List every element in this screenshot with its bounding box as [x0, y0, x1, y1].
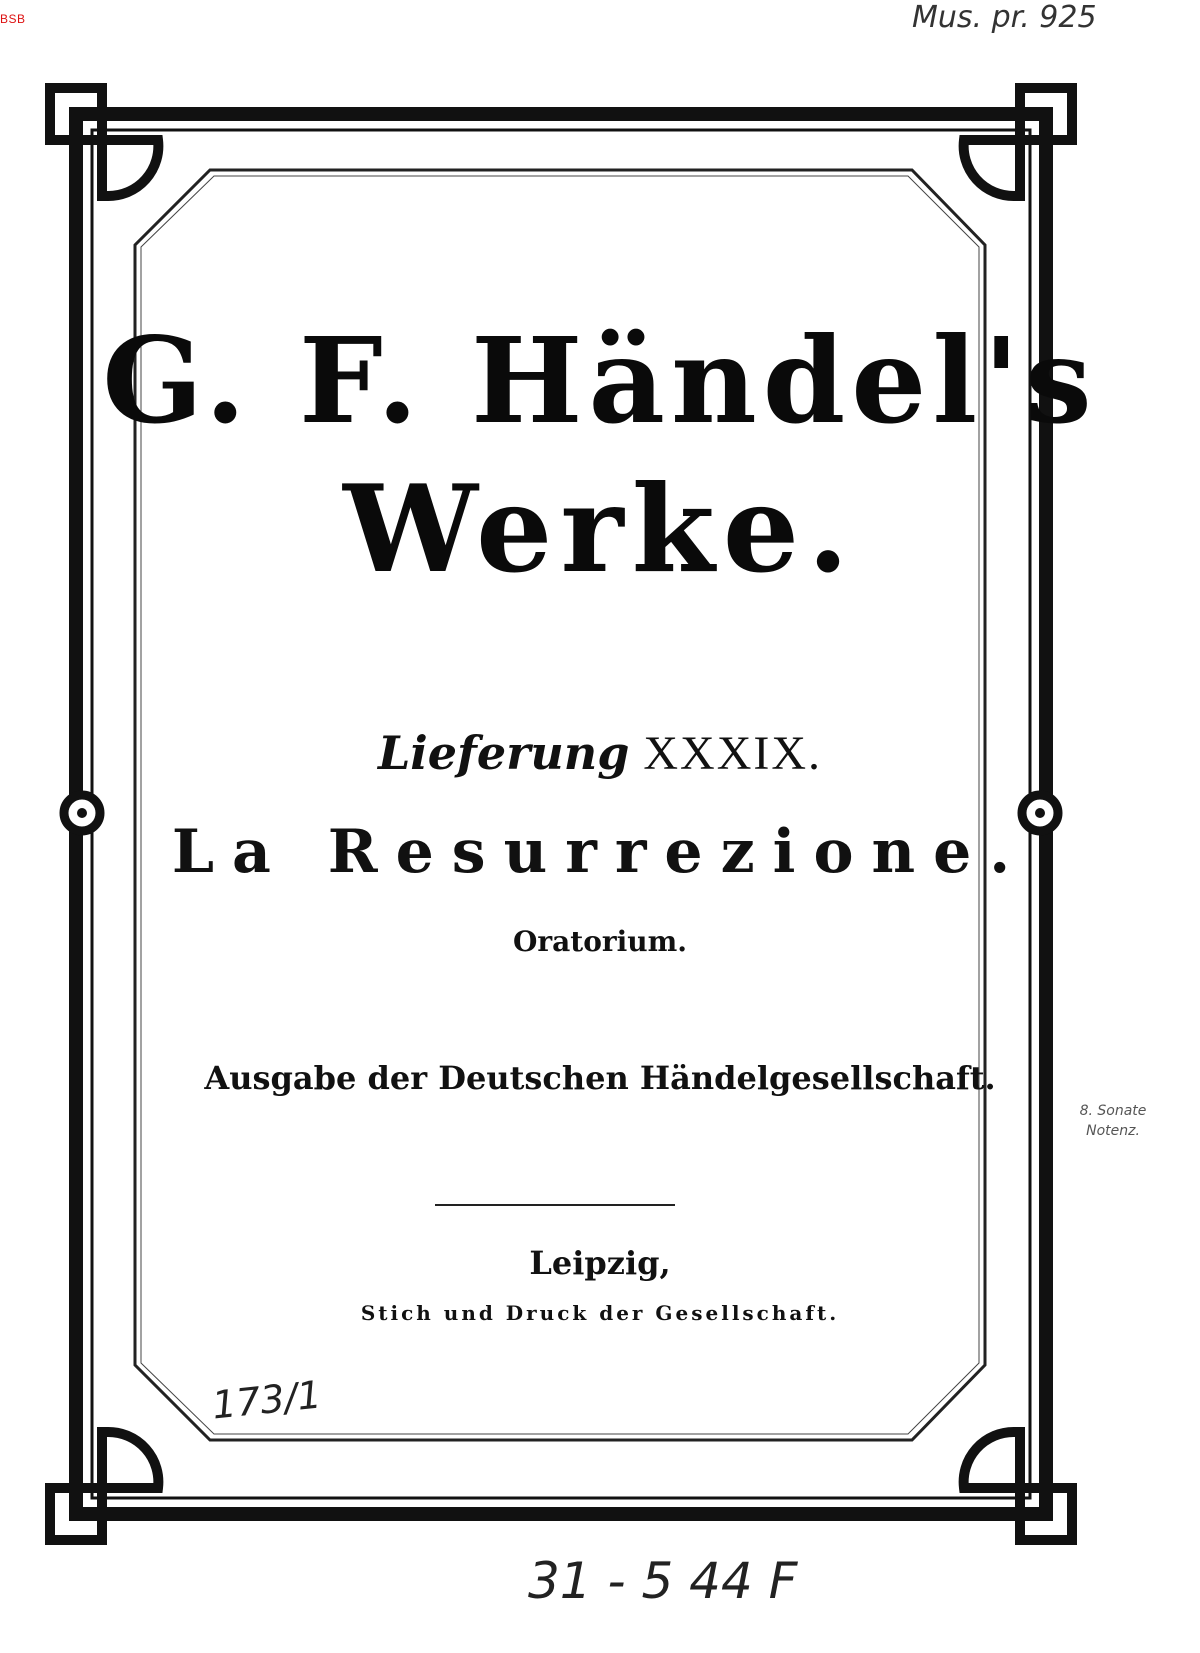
- handwritten-shelfmark: Mus. pr. 925: [912, 0, 1097, 35]
- divider-rule: [435, 1204, 675, 1206]
- corner-ornament-top-right: [964, 88, 1072, 196]
- corner-ornament-top-left: [50, 88, 158, 196]
- handwritten-number: 173/1: [210, 1372, 324, 1428]
- imprint-place: Leipzig,: [529, 1244, 671, 1282]
- library-stamp: BSB: [0, 12, 26, 26]
- title-line-2: Werke.: [343, 459, 857, 600]
- title-line-1: G. F. Händel's: [102, 311, 1098, 450]
- imprint-printer: Stich und Druck der Gesellschaft.: [360, 1301, 840, 1325]
- corner-ornament-bottom-right: [964, 1432, 1072, 1540]
- issue-line: [0, 726, 1200, 780]
- work-title: La Resurrezione.: [171, 817, 1029, 887]
- issue-number: XXXIX.: [643, 727, 823, 780]
- genre: Oratorium.: [512, 925, 687, 958]
- issue-label: Lieferung: [377, 726, 630, 780]
- handwritten-call-number: 31 - 5 44 F: [528, 1552, 798, 1610]
- edition-statement: Ausgabe der Deutschen Händelgesellschaft.: [204, 1059, 996, 1097]
- handwritten-side-note: 8. Sonate Notenz.: [1079, 1103, 1147, 1139]
- corner-ornament-bottom-left: [50, 1432, 158, 1540]
